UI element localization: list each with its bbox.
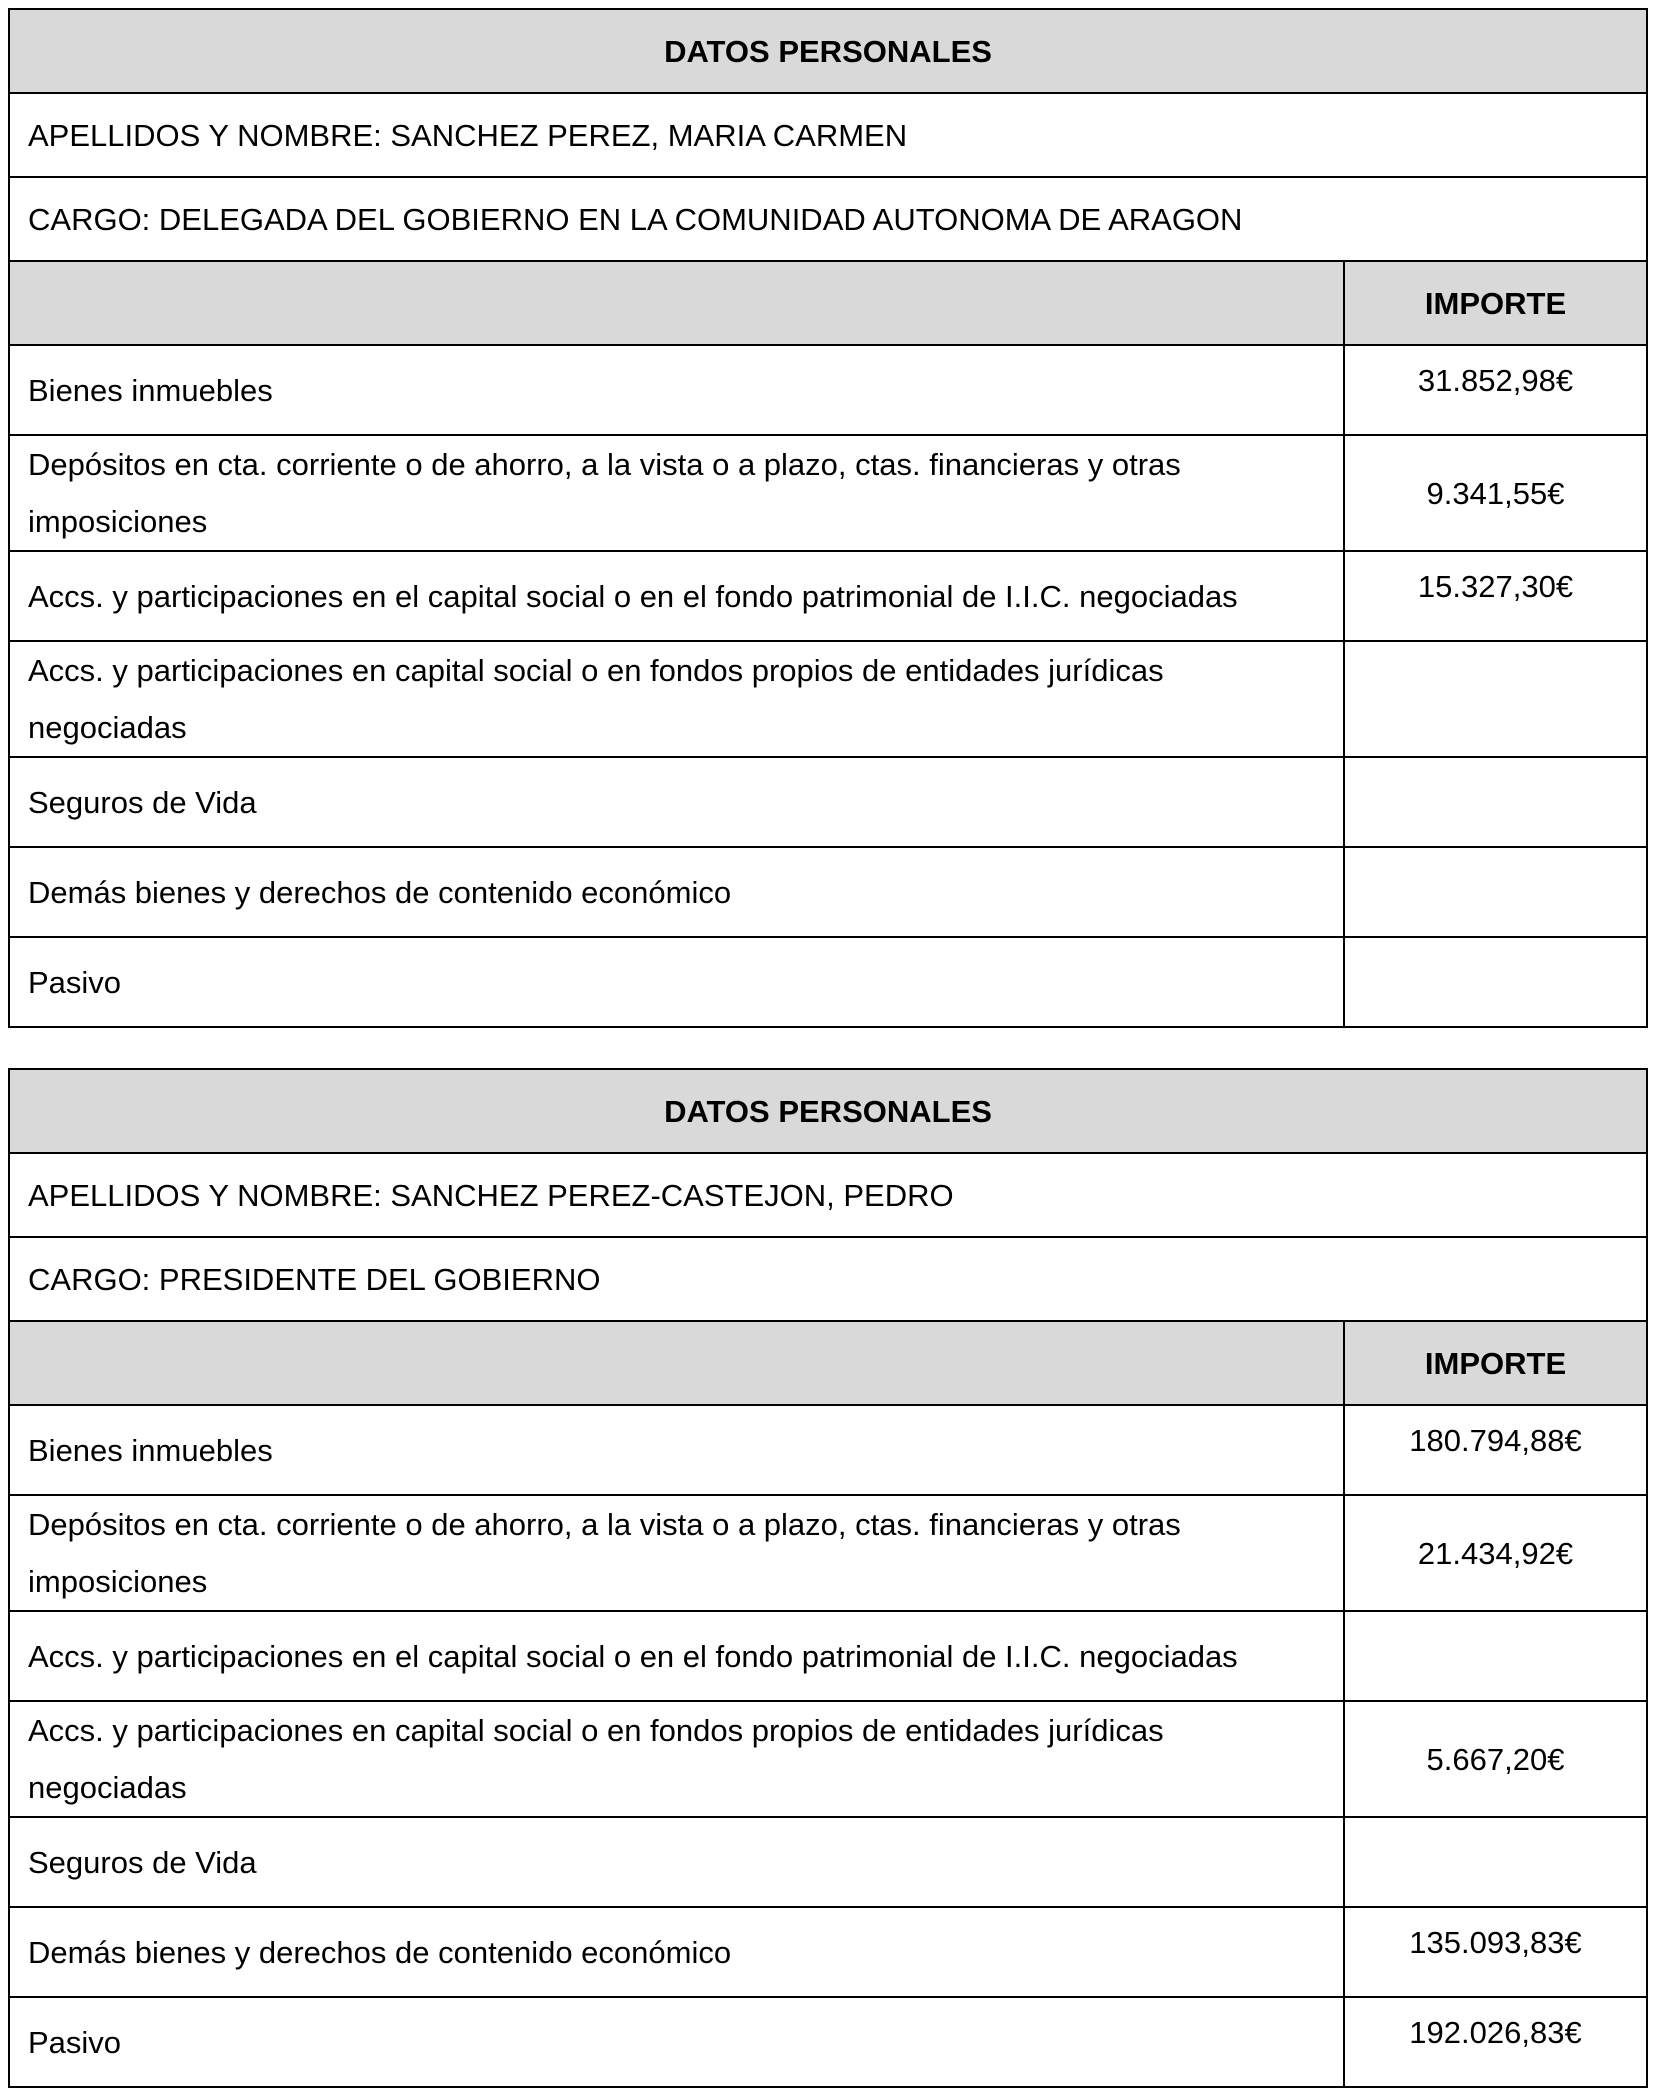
declaration-table <box>8 1068 1648 2088</box>
asset-label: Accs. y participaciones en capital social o en fondos propios de entidades jurídicas negociadas <box>9 1701 1344 1817</box>
asset-label: Bienes inmuebles <box>9 345 1344 435</box>
asset-amount <box>1344 1611 1647 1701</box>
section-header-row <box>9 1069 1647 1153</box>
cargo-line: CARGO: DELEGADA DEL GOBIERNO EN LA COMUNIDAD AUTONOMA DE ARAGON <box>9 177 1647 261</box>
table-row <box>9 847 1647 937</box>
asset-amount: 21.434,92€ <box>1344 1495 1647 1611</box>
asset-label: Pasivo <box>9 1997 1344 2087</box>
table-row <box>9 1907 1647 1997</box>
table-row <box>9 345 1647 435</box>
asset-amount <box>1344 1817 1647 1907</box>
table-row <box>9 435 1647 551</box>
asset-amount <box>1344 757 1647 847</box>
name-row <box>9 93 1647 177</box>
asset-amount: 180.794,88€ <box>1344 1405 1647 1495</box>
asset-amount: 135.093,83€ <box>1344 1907 1647 1997</box>
asset-amount: 5.667,20€ <box>1344 1701 1647 1817</box>
table-row <box>9 1997 1647 2087</box>
column-header-row <box>9 1321 1647 1405</box>
asset-label: Seguros de Vida <box>9 757 1344 847</box>
asset-label: Depósitos en cta. corriente o de ahorro, a la vista o a plazo, ctas. financieras y otras imposiciones <box>9 1495 1344 1611</box>
table-row <box>9 1701 1647 1817</box>
table-row <box>9 1495 1647 1611</box>
asset-amount <box>1344 847 1647 937</box>
amount-column-header: IMPORTE <box>1344 261 1647 345</box>
asset-amount: 9.341,55€ <box>1344 435 1647 551</box>
column-header-blank <box>9 261 1344 345</box>
asset-label: Accs. y participaciones en el capital social o en el fondo patrimonial de I.I.C. negociadas <box>9 551 1344 641</box>
column-header-blank <box>9 1321 1344 1405</box>
asset-label: Accs. y participaciones en capital social o en fondos propios de entidades jurídicas negociadas <box>9 641 1344 757</box>
document-page <box>8 8 1646 2088</box>
column-header-row <box>9 261 1647 345</box>
asset-label: Accs. y participaciones en el capital social o en el fondo patrimonial de I.I.C. negociadas <box>9 1611 1344 1701</box>
asset-label: Seguros de Vida <box>9 1817 1344 1907</box>
table-row <box>9 551 1647 641</box>
asset-label: Bienes inmuebles <box>9 1405 1344 1495</box>
asset-amount: 192.026,83€ <box>1344 1997 1647 2087</box>
cargo-row <box>9 177 1647 261</box>
asset-label: Pasivo <box>9 937 1344 1027</box>
asset-label: Demás bienes y derechos de contenido económico <box>9 1907 1344 1997</box>
table-row <box>9 1405 1647 1495</box>
name-row <box>9 1153 1647 1237</box>
asset-amount: 15.327,30€ <box>1344 551 1647 641</box>
asset-amount: 31.852,98€ <box>1344 345 1647 435</box>
asset-amount <box>1344 641 1647 757</box>
declaration-table <box>8 8 1648 1028</box>
section-header-row <box>9 9 1647 93</box>
table-row <box>9 641 1647 757</box>
amount-column-header: IMPORTE <box>1344 1321 1647 1405</box>
asset-label: Depósitos en cta. corriente o de ahorro, a la vista o a plazo, ctas. financieras y otras imposiciones <box>9 435 1344 551</box>
name-line: APELLIDOS Y NOMBRE: SANCHEZ PEREZ, MARIA CARMEN <box>9 93 1647 177</box>
asset-label: Demás bienes y derechos de contenido económico <box>9 847 1344 937</box>
table-row <box>9 937 1647 1027</box>
cargo-line: CARGO: PRESIDENTE DEL GOBIERNO <box>9 1237 1647 1321</box>
table-row <box>9 757 1647 847</box>
cargo-row <box>9 1237 1647 1321</box>
asset-amount <box>1344 937 1647 1027</box>
section-title: DATOS PERSONALES <box>9 9 1647 93</box>
section-title: DATOS PERSONALES <box>9 1069 1647 1153</box>
name-line: APELLIDOS Y NOMBRE: SANCHEZ PEREZ-CASTEJON, PEDRO <box>9 1153 1647 1237</box>
table-row <box>9 1817 1647 1907</box>
table-row <box>9 1611 1647 1701</box>
